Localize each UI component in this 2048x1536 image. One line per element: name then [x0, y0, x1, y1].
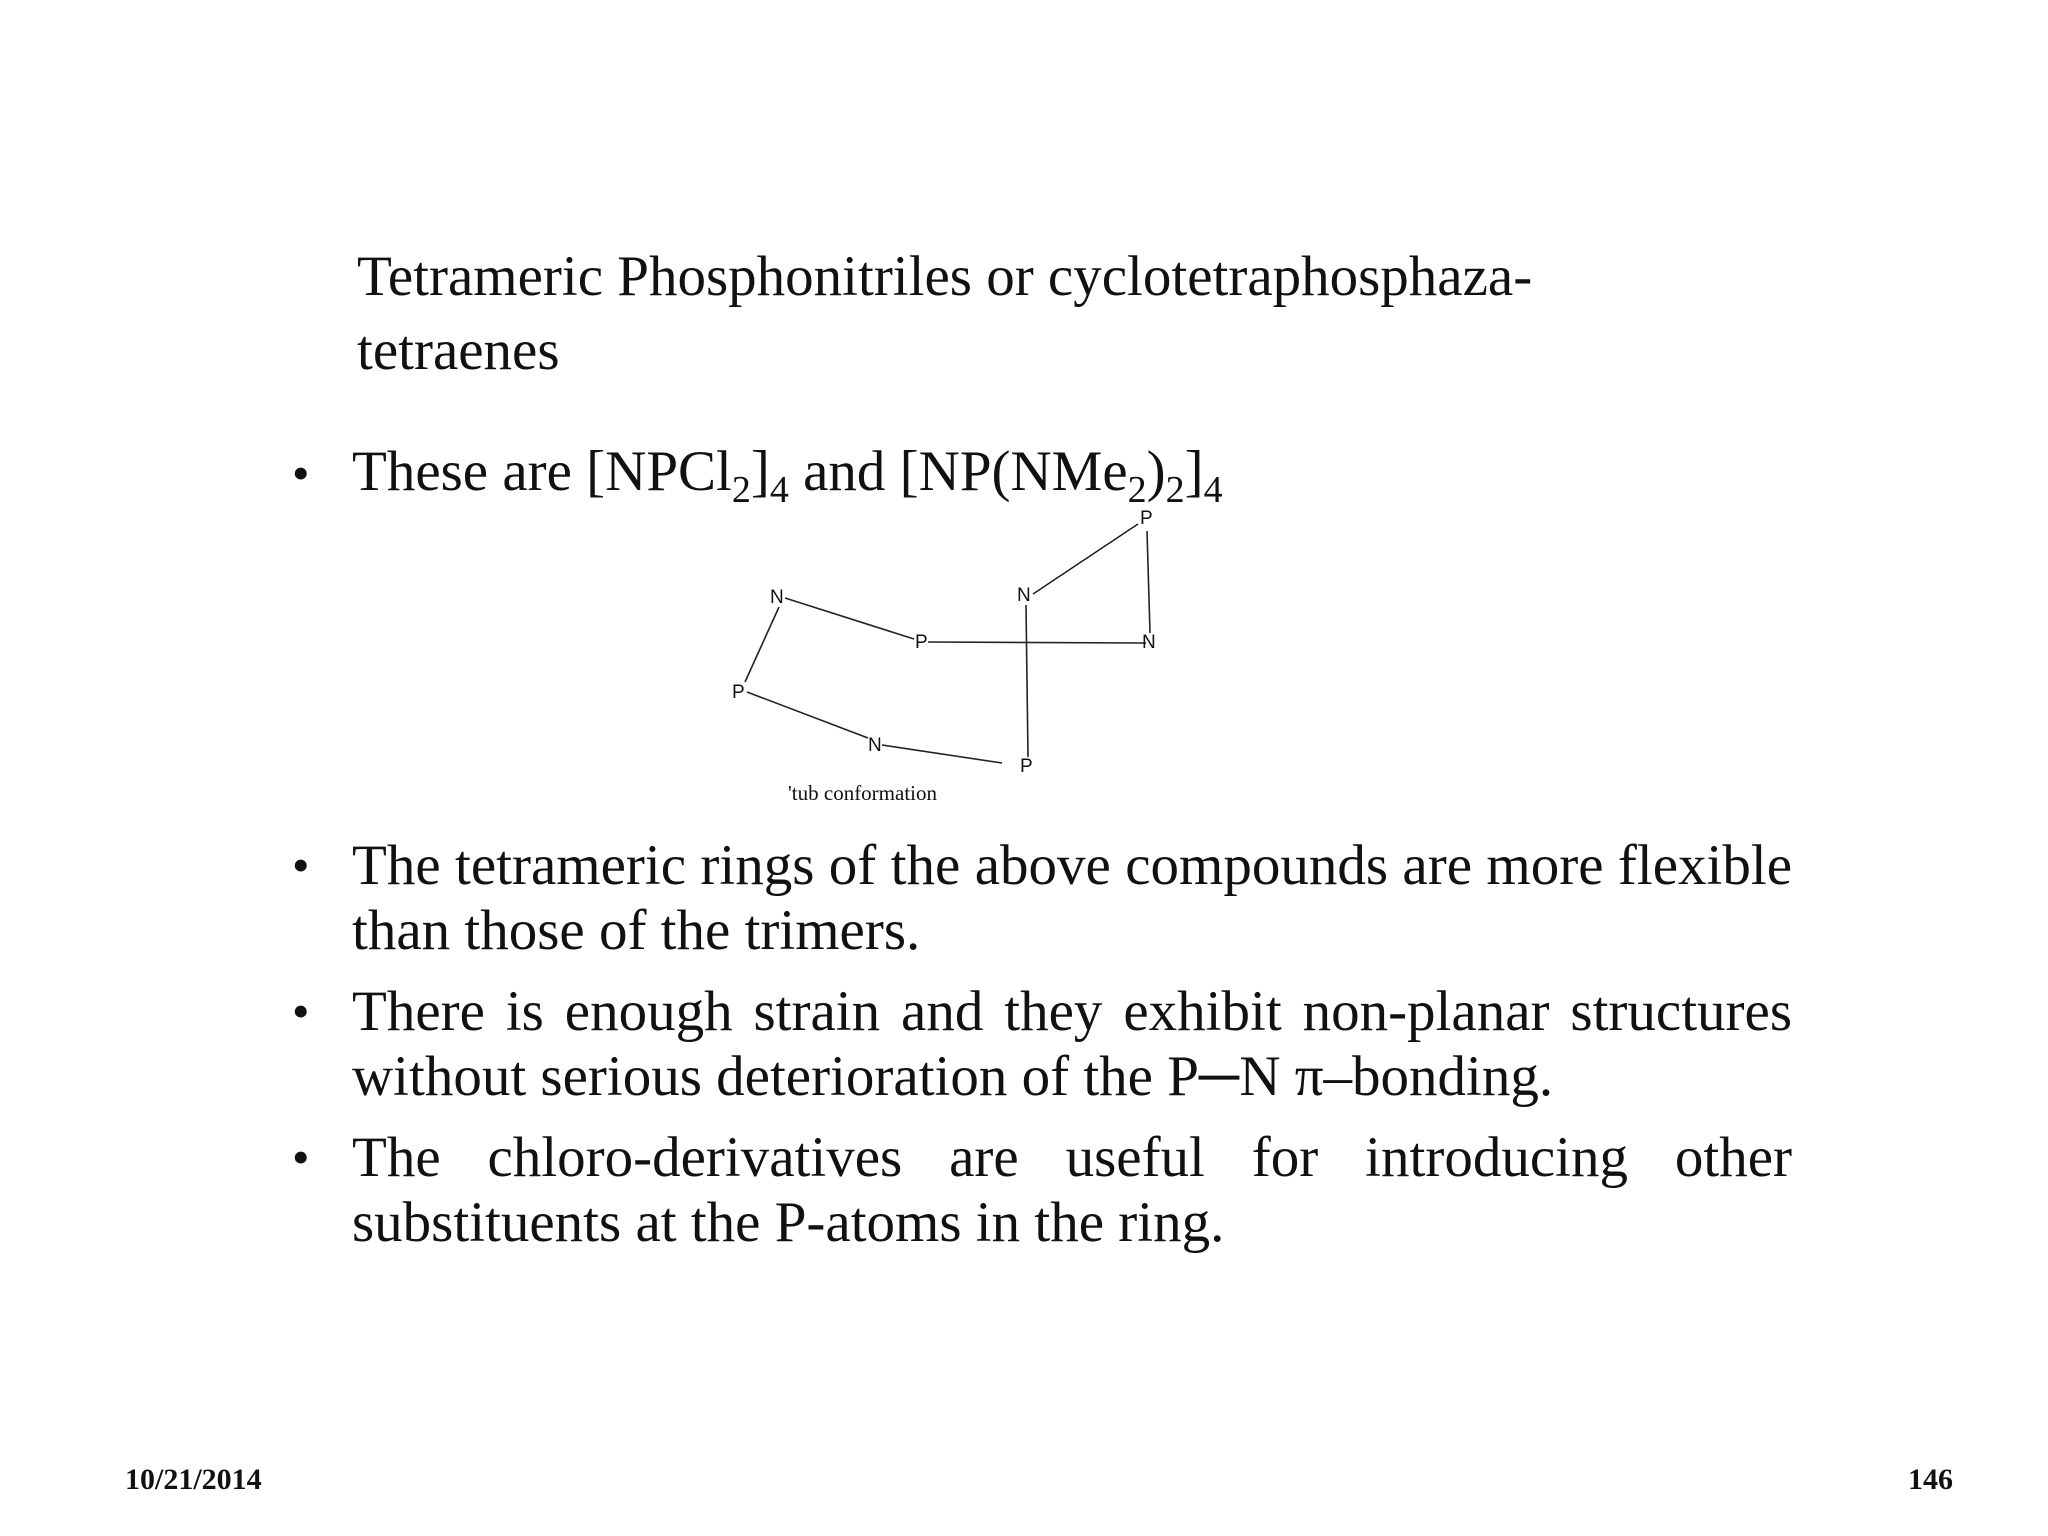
footer-date: 10/21/2014: [125, 1463, 262, 1496]
formula-part: These are [NPCl: [352, 440, 732, 503]
formula-subscript: 4: [1203, 469, 1223, 511]
formula-subscript: 4: [769, 469, 789, 511]
bullet-text: The chloro-derivatives are useful for introducing other substituents at the P-atoms in the ring.: [352, 1126, 1792, 1254]
title-line-2: tetraenes: [357, 319, 560, 382]
bullet-marker: •: [292, 1129, 310, 1185]
formula-part: ): [1146, 440, 1166, 503]
atom-label: N: [770, 587, 784, 608]
title-line-1: Tetrameric Phosphonitriles or cyclotetraphosphaza-: [357, 245, 1533, 308]
intro-bullet-text: [352, 440, 1223, 511]
formula-part: ]: [750, 440, 770, 503]
bond: [785, 598, 914, 639]
bullet-marker: •: [292, 445, 310, 501]
atom-label: P: [1140, 508, 1153, 529]
bond: [928, 642, 1146, 643]
bullet-marker: •: [292, 983, 310, 1039]
formula-part: and [NP(NMe: [788, 440, 1128, 503]
atom-label: P: [1020, 756, 1033, 777]
list-item: [292, 979, 1792, 1109]
diagram-caption: 'tub conformation: [788, 781, 937, 805]
ring-bonds: [745, 524, 1150, 763]
formula-part: ]: [1184, 440, 1204, 503]
atom-label: P: [915, 632, 928, 653]
formula-subscript: 2: [1127, 469, 1147, 511]
formula-subscript: 2: [731, 469, 751, 511]
bond: [1147, 531, 1150, 633]
atom-label: N: [1142, 632, 1156, 653]
formula-subscript: 2: [1165, 469, 1185, 511]
bond: [1026, 605, 1028, 757]
bullet-list: [292, 833, 1792, 1271]
atom-label: N: [868, 735, 882, 756]
page-number: 146: [1908, 1463, 1953, 1496]
atom-label: N: [1017, 585, 1031, 606]
bullet-text: There is enough strain and they exhibit non-planar structures without serious deterioration of the P─N π–bonding.: [352, 980, 1792, 1108]
bond: [1033, 524, 1138, 594]
bullet-marker: •: [292, 837, 310, 893]
bond: [882, 745, 1002, 763]
bond: [747, 692, 868, 738]
bond: [745, 607, 779, 682]
slide-title: [357, 240, 1777, 388]
ring-structure: [700, 495, 1180, 820]
bullet-text: The tetrameric rings of the above compounds are more flexible than those of the trimers.: [352, 834, 1792, 962]
list-item: [292, 1125, 1792, 1255]
atom-label: P: [732, 682, 745, 703]
list-item: [292, 833, 1792, 963]
tub-conformation-diagram: [700, 495, 1180, 820]
